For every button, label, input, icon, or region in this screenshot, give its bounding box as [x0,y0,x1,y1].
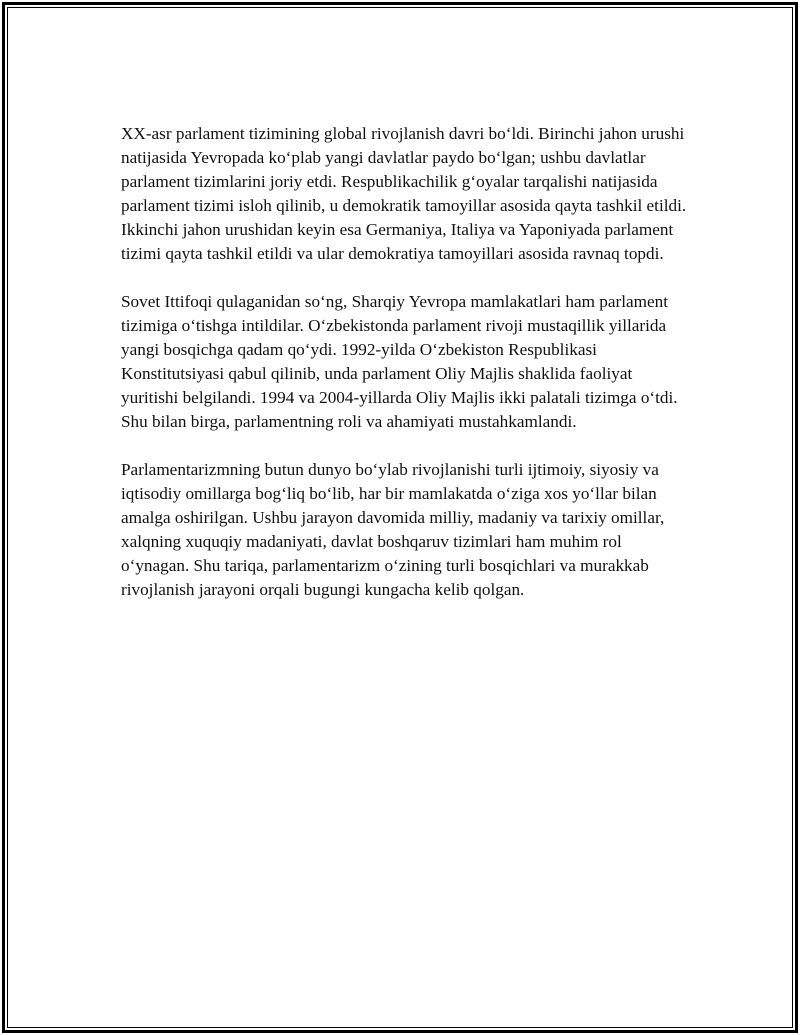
paragraph-1: XX-asr parlament tizimining global rivojlanish davri bo‘ldi. Birinchi jahon urushi natijasida Yevropada ko‘plab yangi davlatlar paydo bo‘lgan; ushbu davlatlar parlament tizimlarini joriy etdi. Respublikachilik g‘oyalar tarqalishi natijasida parlament tizimi isloh qilinib, u demokratik tamoyillar asosida qayta tashkil etildi. Ikkinchi jahon urushidan keyin esa Germaniya, Italiya va Yaponiyada parlament tizimi qayta tashkil etildi va ular demokratiya tamoyillari asosida ravnaq topdi. [121,124,687,263]
paragraph-2: Sovet Ittifoqi qulaganidan so‘ng, Sharqiy Yevropa mamlakatlari ham parlament tizimiga o‘tishga intildilar. O‘zbekistonda parlament rivoji mustaqillik yillarida yangi bosqichga qadam qo‘ydi. 1992-yilda O‘zbekiston Respublikasi Konstitutsiyasi qabul qilinib, unda parlament Oliy Majlis shaklida faoliyat yuritishi belgilandi. 1994 va 2004-yillarda Oliy Majlis ikki palatali tizimga o‘tdi. Shu bilan birga, parlamentning roli va ahamiyati mustahkamlandi. [121,292,678,431]
document-body [121,122,689,626]
paragraph-3: Parlamentarizmning butun dunyo bo‘ylab rivojlanishi turli ijtimoiy, siyosiy va iqtisodiy omillarga bog‘liq bo‘lib, har bir mamlakatda o‘ziga xos yo‘llar bilan amalga oshirilgan. Ushbu jarayon davomida milliy, madaniy va tarixiy omillar, xalqning xuquqiy madaniyati, davlat boshqaruv tizimlari ham muhim rol o‘ynagan. Shu tariqa, parlamentarizm o‘zining turli bosqichlari va murakkab rivojlanish jarayoni orqali bugungi kungacha kelib qolgan. [121,460,665,599]
page-border [2,2,798,1033]
